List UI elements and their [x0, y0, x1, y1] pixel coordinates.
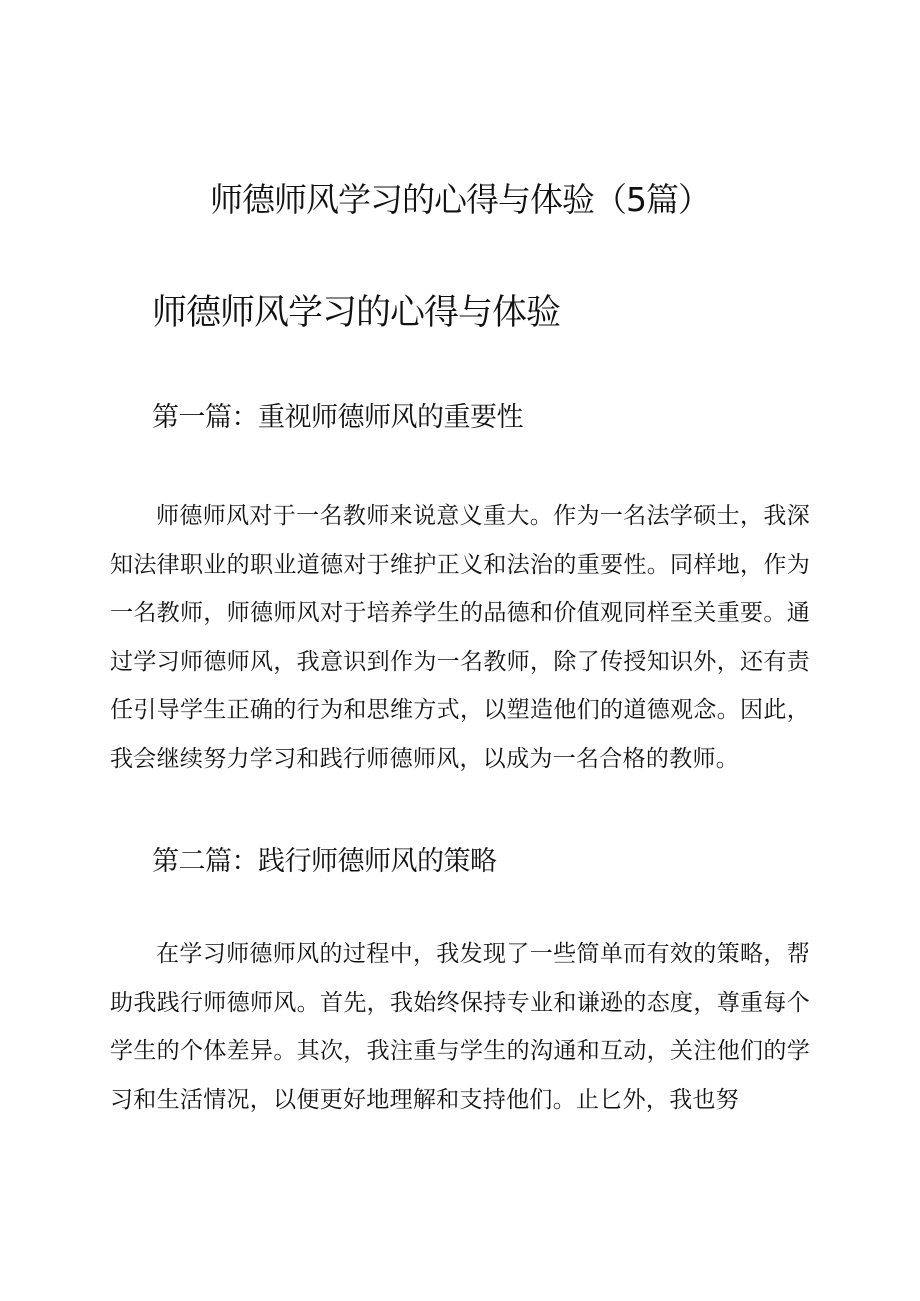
document-title: 师德师风学习的心得与体验（5篇） [210, 180, 710, 219]
document-subtitle: 师德师风学习的心得与体验 [152, 293, 561, 333]
section-1-paragraph: 师德师风对于一名教师来说意义重大。作为一名法学硕士，我深知法律职业的职业道德对于维护正义和法治的重要性。同样地，作为一名教师，师德师风对于培养学生的品德和价值观同样至关重要。通过学习师德师风，我意识到作为一名教师，除了传授知识外，还有责任引导学生正确的行为和思维方式，以塑造他们的道德观念。因此，我会继续努力学习和践行师德师风，以成为一名合格的教师。 [110, 503, 810, 772]
section-1-heading: 第一篇：重视师德师风的重要性 [152, 402, 523, 433]
section-2-paragraph: 在学习师德师风的过程中，我发现了一些简单而有效的策略，帮助我践行师德师风。首先，我始终保持专业和谦逊的态度，尊重每个学生的个体差异。其次，我注重与学生的沟通和互动，关注他们的学习和生活情况，以便更好地理解和支持他们。止匕外，我也努 [110, 941, 810, 1113]
section-2-heading: 第二篇：践行师德师风的策略 [152, 846, 497, 877]
